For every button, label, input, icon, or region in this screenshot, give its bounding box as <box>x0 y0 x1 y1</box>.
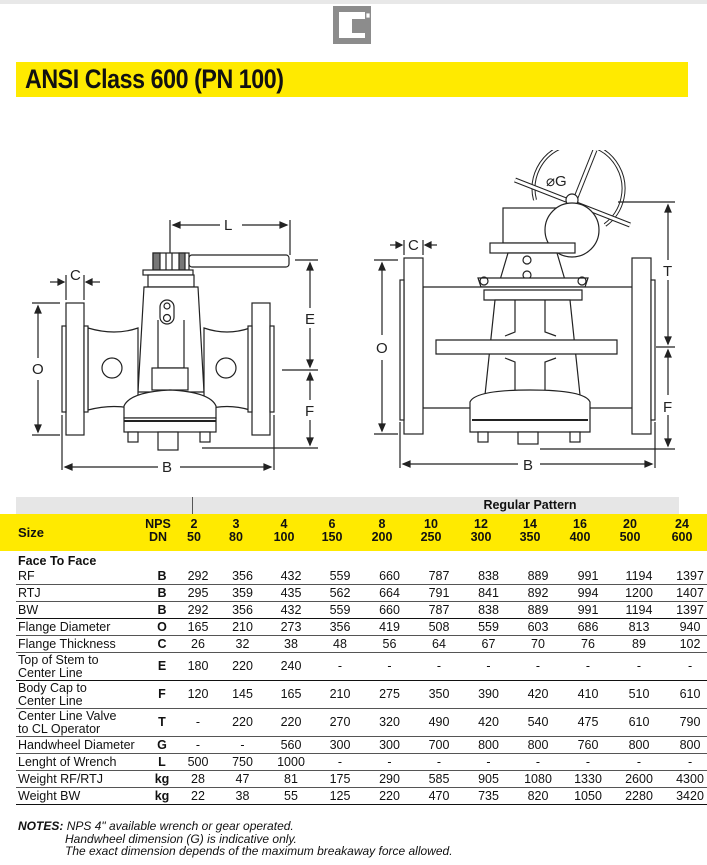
dimensions-table <box>16 555 707 805</box>
table-row <box>16 636 707 653</box>
table-cell: 1330 <box>563 771 613 788</box>
table-cell: 220 <box>218 653 267 681</box>
table-cell: 610 <box>613 709 665 737</box>
table-cell: 270 <box>315 709 365 737</box>
dn-value: 150 <box>321 530 343 544</box>
table-cell: 510 <box>613 681 665 709</box>
row-label: Top of Stem to Center Line <box>16 653 146 681</box>
size-column-header <box>360 518 404 544</box>
table-cell: 559 <box>315 602 365 619</box>
row-symbol: F <box>146 681 178 709</box>
lever-operated-valve-drawing <box>20 200 340 480</box>
table-cell: - <box>365 754 414 771</box>
row-label: BW <box>16 602 146 619</box>
table-cell: 102 <box>665 636 707 653</box>
row-label: Body Cap to Center Line <box>16 681 146 709</box>
table-cell: 76 <box>563 636 613 653</box>
table-cell: 991 <box>563 568 613 585</box>
table-cell: 787 <box>414 602 464 619</box>
table-cell: - <box>563 653 613 681</box>
dim-label-E: E <box>305 311 316 328</box>
table-cell: 81 <box>267 771 315 788</box>
table-cell: 800 <box>613 737 665 754</box>
table-cell: 64 <box>414 636 464 653</box>
table-cell: 1194 <box>613 568 665 585</box>
nps-value: 3 <box>232 517 240 531</box>
size-column-header <box>660 518 704 544</box>
nps-value: 2 <box>190 517 198 531</box>
table-cell: 38 <box>218 788 267 805</box>
pattern-label: Regular Pattern <box>483 498 577 512</box>
table-cell: 410 <box>563 681 613 709</box>
table-cell: 273 <box>267 619 315 636</box>
table-cell: 180 <box>178 653 218 681</box>
table-cell: 787 <box>414 568 464 585</box>
table-cell: 70 <box>513 636 563 653</box>
dim-label-T: T <box>663 263 673 280</box>
dim-label-B: B <box>162 459 173 476</box>
table-cell: 47 <box>218 771 267 788</box>
nps-value: 10 <box>424 517 438 531</box>
table-cell: 56 <box>365 636 414 653</box>
row-label: Weight BW <box>16 788 146 805</box>
table-cell: - <box>513 653 563 681</box>
group-row-face-to-face <box>16 555 707 568</box>
dn-value: 250 <box>420 530 442 544</box>
table-cell: 165 <box>267 681 315 709</box>
table-cell: 1200 <box>613 585 665 602</box>
size-column-header <box>409 518 453 544</box>
row-symbol: L <box>146 754 178 771</box>
row-label: Center Line Valve to CL Operator <box>16 709 146 737</box>
table-cell: 420 <box>464 709 513 737</box>
table-cell: 940 <box>665 619 707 636</box>
row-symbol: E <box>146 653 178 681</box>
company-logo-icon <box>333 6 373 44</box>
dn-value: 100 <box>273 530 295 544</box>
table-cell: 889 <box>513 568 563 585</box>
row-label: Weight RF/RTJ <box>16 771 146 788</box>
table-cell: 800 <box>464 737 513 754</box>
table-cell: 838 <box>464 602 513 619</box>
row-symbol: kg <box>146 771 178 788</box>
pattern-header-band <box>16 497 679 514</box>
size-column-header <box>262 518 306 544</box>
dn-value: 600 <box>671 530 693 544</box>
row-symbol: kg <box>146 788 178 805</box>
dim-label-G: ⌀G <box>546 173 567 190</box>
table-cell: 22 <box>178 788 218 805</box>
table-cell: 905 <box>464 771 513 788</box>
table-cell: 1080 <box>513 771 563 788</box>
table-cell: - <box>218 737 267 754</box>
table-cell: - <box>613 653 665 681</box>
size-column-header <box>459 518 503 544</box>
table-cell: 470 <box>414 788 464 805</box>
table-cell: 1407 <box>665 585 707 602</box>
title-band <box>16 62 688 97</box>
table-cell: 390 <box>464 681 513 709</box>
table-cell: 2600 <box>613 771 665 788</box>
table-cell: 419 <box>365 619 414 636</box>
table-cell: 660 <box>365 568 414 585</box>
table-cell: 356 <box>315 619 365 636</box>
notes <box>18 820 453 858</box>
size-column-header <box>558 518 602 544</box>
table-cell: 603 <box>513 619 563 636</box>
table-cell: 290 <box>365 771 414 788</box>
table-cell: 1194 <box>613 602 665 619</box>
table-cell: 559 <box>315 568 365 585</box>
table-cell: 67 <box>464 636 513 653</box>
table-cell: 89 <box>613 636 665 653</box>
table-cell: 892 <box>513 585 563 602</box>
table-cell: - <box>365 653 414 681</box>
table-cell: 48 <box>315 636 365 653</box>
table-cell: 889 <box>513 602 563 619</box>
dim-label-F: F <box>663 399 673 416</box>
nps-value: 12 <box>474 517 488 531</box>
nps-value: 14 <box>523 517 537 531</box>
size-column-header <box>172 518 216 544</box>
table-cell: 508 <box>414 619 464 636</box>
dim-label-C: C <box>408 237 419 254</box>
table-cell: - <box>414 754 464 771</box>
row-symbol: B <box>146 585 178 602</box>
table-cell: 210 <box>218 619 267 636</box>
size-column-header <box>310 518 354 544</box>
nps-value: 24 <box>675 517 689 531</box>
table-row <box>16 681 707 709</box>
table-cell: 175 <box>315 771 365 788</box>
size-column-header <box>214 518 258 544</box>
nps-label: NPS <box>145 517 171 531</box>
table-cell: 560 <box>267 737 315 754</box>
table-cell: 292 <box>178 602 218 619</box>
table-row <box>16 788 707 805</box>
table-cell: 165 <box>178 619 218 636</box>
table-cell: 559 <box>464 619 513 636</box>
table-cell: 4300 <box>665 771 707 788</box>
table-cell: 356 <box>218 568 267 585</box>
size-column-header <box>608 518 652 544</box>
row-label: Lenght of Wrench <box>16 754 146 771</box>
table-cell: 3420 <box>665 788 707 805</box>
table-cell: 610 <box>665 681 707 709</box>
table-cell: - <box>178 737 218 754</box>
dim-label-O: O <box>376 340 388 357</box>
table-cell: 145 <box>218 681 267 709</box>
table-cell: 350 <box>414 681 464 709</box>
dim-label-F: F <box>305 403 315 420</box>
table-cell: 838 <box>464 568 513 585</box>
row-label: Handwheel Diameter <box>16 737 146 754</box>
table-cell: 994 <box>563 585 613 602</box>
table-cell: 1050 <box>563 788 613 805</box>
table-cell: 991 <box>563 602 613 619</box>
table-cell: 38 <box>267 636 315 653</box>
table-cell: 356 <box>218 602 267 619</box>
row-symbol: T <box>146 709 178 737</box>
table-row <box>16 737 707 754</box>
table-cell: - <box>414 653 464 681</box>
nps-value: 8 <box>378 517 386 531</box>
dn-value: 80 <box>229 530 243 544</box>
gear-operated-valve-drawing <box>360 150 700 480</box>
note-line-3: The exact dimension depends of the maximum breakaway force allowed. <box>65 844 453 858</box>
table-cell: 585 <box>414 771 464 788</box>
table-cell: 490 <box>414 709 464 737</box>
table-cell: 220 <box>218 709 267 737</box>
table-cell: 813 <box>613 619 665 636</box>
top-edge-bar <box>0 0 707 4</box>
dn-value: 400 <box>569 530 591 544</box>
table-cell: - <box>613 754 665 771</box>
row-symbol: O <box>146 619 178 636</box>
dim-label-L: L <box>224 217 233 234</box>
dim-label-O: O <box>32 361 44 378</box>
table-cell: 32 <box>218 636 267 653</box>
table-cell: 220 <box>267 709 315 737</box>
table-cell: 660 <box>365 602 414 619</box>
table-cell: 791 <box>414 585 464 602</box>
table-cell: 28 <box>178 771 218 788</box>
table-cell: 55 <box>267 788 315 805</box>
dn-label: DN <box>148 530 168 544</box>
table-cell: 800 <box>513 737 563 754</box>
table-cell: 359 <box>218 585 267 602</box>
table-cell: 500 <box>178 754 218 771</box>
row-symbol: G <box>146 737 178 754</box>
table-cell: - <box>665 653 707 681</box>
table-cell: 295 <box>178 585 218 602</box>
nps-value: 20 <box>623 517 637 531</box>
table-cell: 562 <box>315 585 365 602</box>
table-row <box>16 754 707 771</box>
dn-value: 300 <box>470 530 492 544</box>
table-cell: 1397 <box>665 568 707 585</box>
table-cell: - <box>178 709 218 737</box>
table-row <box>16 568 707 585</box>
table-cell: 435 <box>267 585 315 602</box>
group-label: Face To Face <box>18 554 97 568</box>
table-row <box>16 619 707 636</box>
row-symbol: B <box>146 602 178 619</box>
table-cell: 210 <box>315 681 365 709</box>
table-cell: 420 <box>513 681 563 709</box>
table-cell: 540 <box>513 709 563 737</box>
table-cell: - <box>513 754 563 771</box>
table-cell: 1000 <box>267 754 315 771</box>
table-cell: 2280 <box>613 788 665 805</box>
table-cell: 820 <box>513 788 563 805</box>
table-cell: - <box>315 754 365 771</box>
size-label: Size <box>18 525 45 540</box>
table-cell: 700 <box>414 737 464 754</box>
table-cell: 125 <box>315 788 365 805</box>
row-symbol: C <box>146 636 178 653</box>
dim-label-B: B <box>523 457 534 474</box>
table-row <box>16 602 707 619</box>
table-cell: 475 <box>563 709 613 737</box>
table-cell: - <box>464 653 513 681</box>
note-line-2: Handwheel dimension (G) is indicative only. <box>65 831 297 846</box>
size-header-band <box>0 514 707 551</box>
dn-value: 50 <box>187 530 201 544</box>
table-cell: 26 <box>178 636 218 653</box>
table-cell: - <box>464 754 513 771</box>
nps-value: 4 <box>280 517 288 531</box>
dn-value: 500 <box>619 530 641 544</box>
table-cell: 800 <box>665 737 707 754</box>
dn-value: 200 <box>371 530 393 544</box>
row-label: Flange Diameter <box>16 619 146 636</box>
table-row <box>16 771 707 788</box>
row-label: RF <box>16 568 146 585</box>
table-cell: 292 <box>178 568 218 585</box>
table-cell: 275 <box>365 681 414 709</box>
table-cell: 790 <box>665 709 707 737</box>
table-cell: 1397 <box>665 602 707 619</box>
table-row <box>16 653 707 681</box>
row-symbol: B <box>146 568 178 585</box>
table-cell: 240 <box>267 653 315 681</box>
row-label: Flange Thickness <box>16 636 146 653</box>
table-cell: 300 <box>315 737 365 754</box>
size-column-header <box>508 518 552 544</box>
table-cell: 120 <box>178 681 218 709</box>
table-cell: 750 <box>218 754 267 771</box>
table-cell: - <box>665 754 707 771</box>
table-cell: 735 <box>464 788 513 805</box>
row-label: RTJ <box>16 585 146 602</box>
table-cell: 432 <box>267 602 315 619</box>
table-cell: 300 <box>365 737 414 754</box>
dn-value: 350 <box>519 530 541 544</box>
dim-label-C: C <box>70 267 81 284</box>
table-cell: 432 <box>267 568 315 585</box>
table-cell: 686 <box>563 619 613 636</box>
nps-value: 16 <box>573 517 587 531</box>
table-cell: - <box>563 754 613 771</box>
page-title: ANSI Class 600 (PN 100) <box>25 64 284 94</box>
table-cell: 760 <box>563 737 613 754</box>
table-cell: 220 <box>365 788 414 805</box>
table-cell: 841 <box>464 585 513 602</box>
table-row <box>16 585 707 602</box>
nps-value: 6 <box>328 517 336 531</box>
table-row <box>16 709 707 737</box>
note-line-1: NPS 4" available wrench or gear operated. <box>66 819 294 833</box>
table-cell: - <box>315 653 365 681</box>
table-cell: 320 <box>365 709 414 737</box>
notes-heading: NOTES: <box>18 819 64 833</box>
table-cell: 664 <box>365 585 414 602</box>
